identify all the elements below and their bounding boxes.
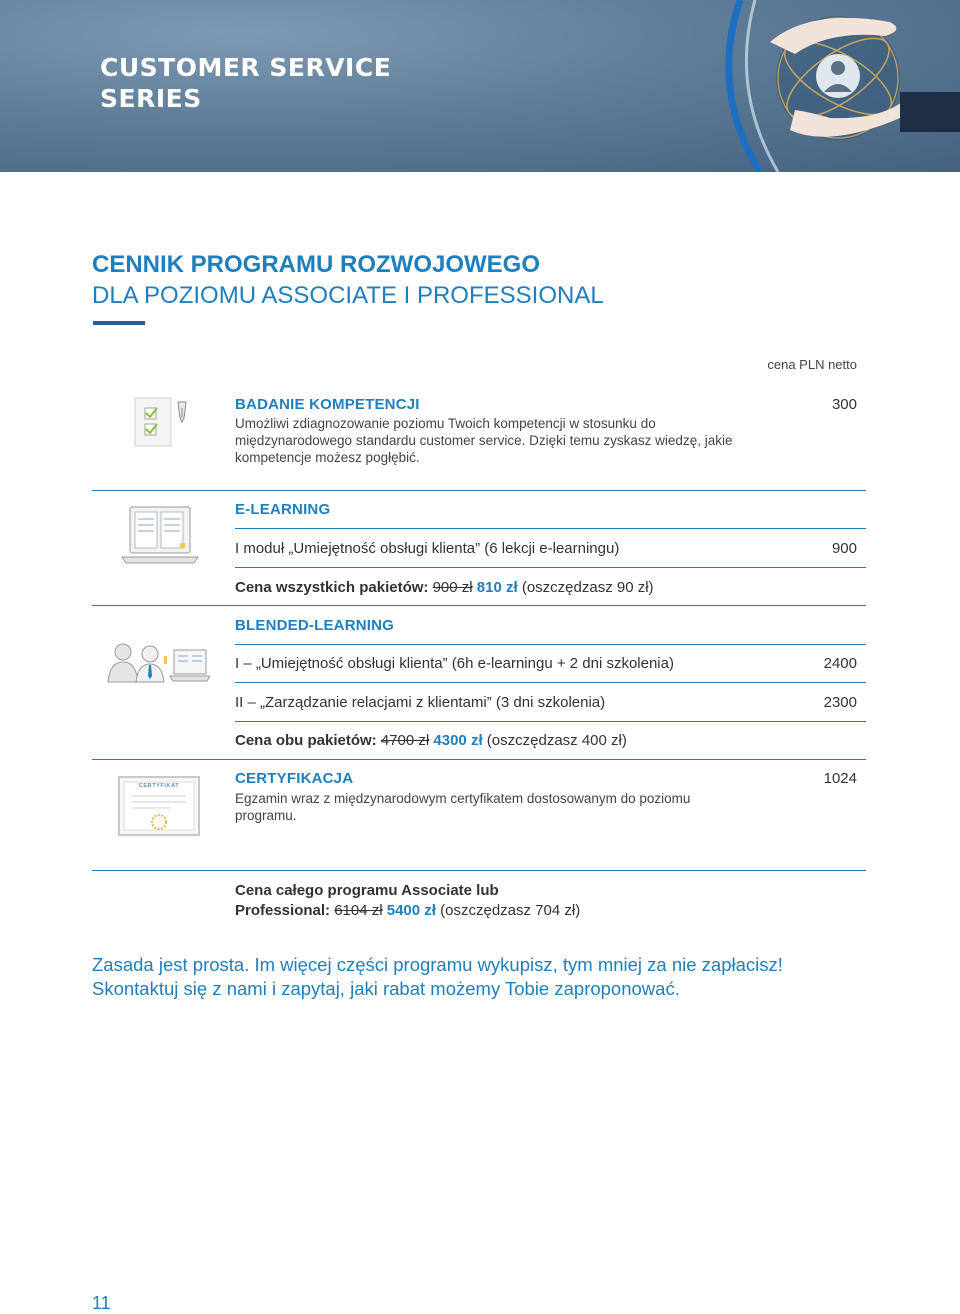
divider	[92, 490, 866, 491]
elearning-module-label: I moduł „Umiejętność obsługi klienta” (6 lekcji e-learningu)	[235, 540, 620, 557]
certification-price: 1024	[823, 770, 857, 787]
elearning-bundle-saving: (oszczędzasz 90 zł)	[521, 579, 654, 596]
competence-price: 300	[831, 396, 857, 413]
divider	[92, 605, 866, 606]
total-saving: (oszczędzasz 704 zł)	[440, 902, 581, 919]
hands-globe-icon	[700, 0, 960, 172]
divider	[235, 721, 866, 722]
title-rule	[93, 321, 145, 325]
laptop-icon	[120, 505, 200, 567]
total-old-price: 6104 zł	[334, 902, 383, 919]
checklist-icon	[134, 396, 196, 448]
blended-title: BLENDED-LEARNING	[235, 617, 395, 634]
certification-desc-line1: Egzamin wraz z międzynarodowym certyfikatem dostosowanym do poziomu	[235, 791, 691, 806]
certification-description	[235, 790, 795, 824]
competence-desc-line3: kompetencje możesz pogłębić.	[235, 450, 420, 465]
footer-note-line1: Zasada jest prosta. Im więcej części programu wykupisz, tym mniej za nie zapłacisz!	[92, 954, 783, 975]
divider	[235, 528, 866, 529]
blended-bundle-prefix: Cena obu pakietów:	[235, 732, 377, 749]
blended-bundle-new-price: 4300 zł	[433, 732, 483, 749]
footer-note-line2: Skontaktuj się z nami i zapytaj, jaki rabat możemy Tobie zaproponować.	[92, 978, 680, 999]
certificate-label: CERTYFIKAT	[138, 783, 180, 789]
blended-bundle-saving: (oszczędzasz 400 zł)	[486, 732, 627, 749]
series-title-line1: CUSTOMER SERVICE	[100, 53, 392, 82]
header-banner	[0, 0, 960, 172]
competence-desc-line2: międzynarodowego standardu customer service. Dzięki temu zyskasz wiedzę, jakie	[235, 433, 733, 448]
certification-title: CERTYFIKACJA	[235, 770, 354, 787]
elearning-bundle-prefix: Cena wszystkich pakietów:	[235, 579, 429, 596]
divider	[235, 644, 866, 645]
certification-desc-line2: programu.	[235, 808, 297, 823]
divider	[92, 759, 866, 760]
total-new-price: 5400 zł	[386, 902, 436, 919]
elearning-bundle-new-price: 810 zł	[476, 579, 518, 596]
divider	[235, 567, 866, 568]
blended-bundle	[235, 731, 627, 751]
elearning-bundle	[235, 578, 654, 598]
total-line1: Cena całego programu Associate lub	[235, 882, 499, 899]
total-line2-prefix: Professional:	[235, 902, 331, 919]
price-column-header: cena PLN netto	[767, 357, 857, 372]
blended-item1-label: I – „Umiejętność obsługi klienta” (6h e-learningu + 2 dni szkolenia)	[235, 655, 674, 672]
blended-bundle-old-price: 4700 zł	[380, 732, 430, 749]
blended-item2-label: II – „Zarządzanie relacjami z klientami” (3 dni szkolenia)	[235, 694, 606, 711]
competence-desc-line1: Umożliwi zdiagnozowanie poziomu Twoich kompetencji w stosunku do	[235, 416, 656, 431]
total-price	[235, 881, 580, 921]
series-title-line2: SERIES	[100, 84, 202, 113]
elearning-module-price: 900	[831, 540, 857, 557]
elearning-title: E-LEARNING	[235, 501, 331, 518]
series-title	[100, 52, 391, 114]
blended-item1-price: 2400	[823, 655, 857, 672]
blended-item2-price: 2300	[823, 694, 857, 711]
elearning-bundle-old-price: 900 zł	[432, 579, 473, 596]
divider	[92, 870, 866, 871]
competence-description	[235, 415, 795, 466]
page-subtitle: DLA POZIOMU ASSOCIATE I PROFESSIONAL	[92, 282, 604, 309]
footer-note	[92, 953, 783, 1001]
divider	[235, 682, 866, 683]
page-number: 11	[92, 1293, 111, 1313]
page-title: CENNIK PROGRAMU ROZWOJOWEGO	[92, 251, 540, 278]
competence-title: BADANIE KOMPETENCJI	[235, 396, 420, 413]
people-laptop-icon	[106, 642, 210, 684]
